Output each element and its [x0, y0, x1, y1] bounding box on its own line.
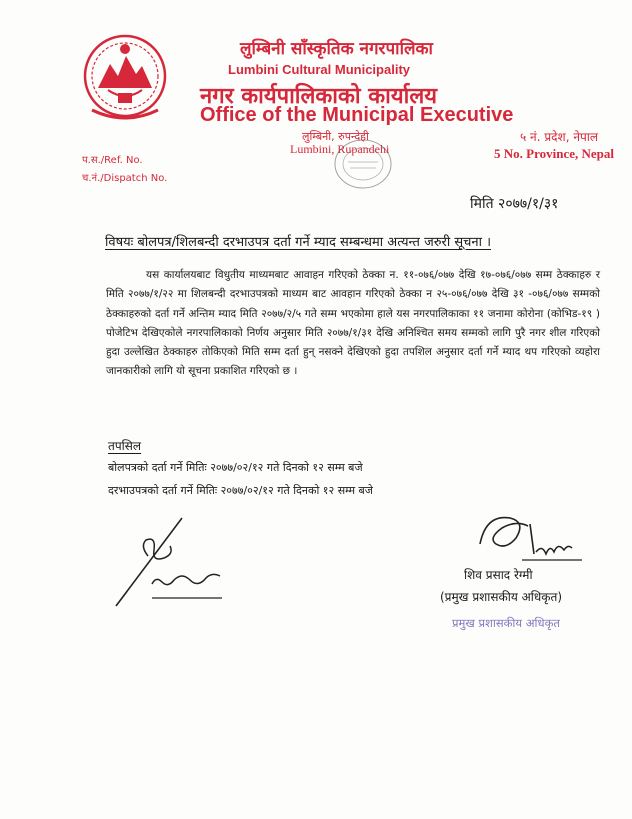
province-english: 5 No. Province, Nepal [494, 146, 614, 161]
place-english: Lumbini, Rupandehi [290, 142, 390, 156]
office-name-nepali: नगर कार्यपालिकाको कार्यालय [200, 84, 437, 109]
place-nepali: लुम्बिनी, रुपन्देही [302, 130, 369, 143]
notice-subject: विषयः बोलपत्र/शिलबन्दी दरभाउपत्र दर्ता गर्ने म्याद सम्बन्धमा अत्यन्त जरुरी सूचना । [105, 235, 492, 250]
municipality-name-nepali: लुम्बिनी साँस्कृतिक नगरपालिका [240, 39, 433, 59]
schedule-heading: तपसिल [108, 439, 142, 453]
municipality-name-english: Lumbini Cultural Municipality [228, 62, 410, 77]
engineer-signature-icon [112, 506, 232, 616]
municipality-emblem-icon [80, 30, 170, 125]
officer-title-stamp: प्रमुख प्रशासकीय अधिकृत [452, 616, 560, 630]
notice-body: यस कार्यालयबाट विधुतीय माध्यमबाट आवाहन गरिएको ठेक्का न. ११-०७६/०७७ देखि १७-०७६/०७७ सम्म ठेक्काहरु र मिति २०७७/१/२२ मा शिलबन्दी दरभाउपत्रको माध्यम बाट आवहान गरिएको ठेक्का न २५-०७६/०७७ देखि ३१ -०७६/०७७ सम्मको ठेक्काहरुको दर्ता गर्ने अन्तिम म्याद मिति २०७७/२/५ गते सम्म भएकोमा हाले यस नगरपालिकाका ११ जनामा कोरोना (कोभिड-१९ ) पोजेटिभ देखिएकोले नगरपालिकाको निर्णय अनुसार मिति २०७७/१/३१ देखि अनिश्चित समय सम्मको लागि पुरै नगर शील गरिएको हुदा उल्लेखित ठेक्काहरु तोकिएको मिति सम्म दर्ता हुन् नसक्ने देखिएको हुदा तपशिल अनुसार दर्ता गर्ने म्याद थप गरिएको व्यहोरा जानकारीको लागि यो सूचना प्रकाशित गरिएको छ । [106, 269, 600, 378]
notice-date: मिति २०७७/१/३१ [470, 196, 559, 212]
province-nepali: ५ नं. प्रदेश, नेपाल [520, 130, 599, 144]
officer-signature-icon [476, 504, 586, 574]
office-stamp-icon [328, 134, 398, 194]
officer-name: शिव प्रसाद रेग्मी [464, 568, 533, 582]
reference-number-label: प.स./Ref. No. [82, 155, 143, 166]
dispatch-number-label: च.नं./Dispatch No. [82, 173, 168, 184]
quotation-registration-deadline: दरभाउपत्रको दर्ता गर्ने मितिः २०७७/०२/१२ गते दिनको १२ सम्म बजे [108, 484, 373, 497]
officer-title: (प्रमुख प्रशासकीय अधिकृत) [440, 590, 563, 604]
bid-registration-deadline: बोलपत्रको दर्ता गर्ने मितिः २०७७/०२/१२ गते दिनको १२ सम्म बजे [108, 461, 363, 474]
office-name-english: Office of the Municipal Executive [200, 104, 514, 126]
